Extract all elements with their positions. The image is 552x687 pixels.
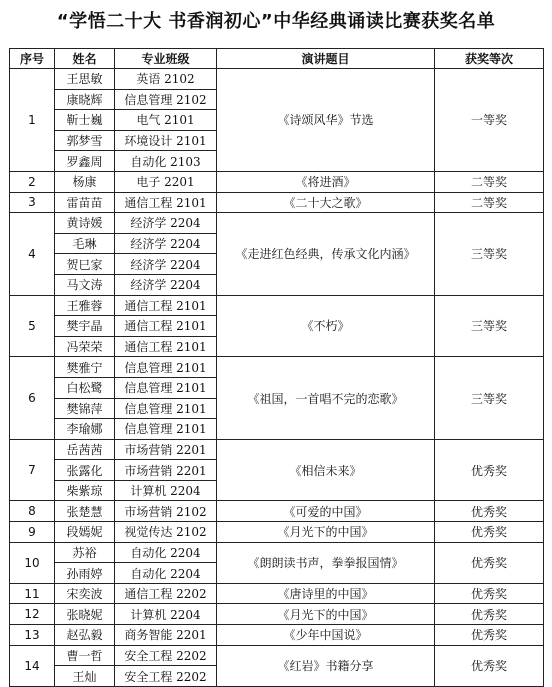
award-level-cell: 三等奖 [435, 357, 544, 439]
seq-cell: 5 [10, 295, 55, 357]
seq-cell: 3 [10, 192, 55, 213]
table-row [10, 69, 544, 90]
name-cell: 苏裕 [55, 542, 115, 563]
name-cell: 雷苗苗 [55, 192, 115, 213]
name-cell: 冯荣荣 [55, 336, 115, 357]
seq-cell: 4 [10, 213, 55, 295]
major-cell: 自动化 2204 [115, 563, 217, 584]
seq-cell: 11 [10, 583, 55, 604]
major-cell: 通信工程 2101 [115, 316, 217, 337]
name-cell: 王灿 [55, 666, 115, 687]
seq-cell: 12 [10, 604, 55, 625]
speech-title-cell: 《祖国，一首唱不完的恋歌》 [217, 357, 435, 439]
seq-cell: 2 [10, 171, 55, 192]
name-cell: 王雅蓉 [55, 295, 115, 316]
seq-cell: 6 [10, 357, 55, 439]
major-cell: 安全工程 2202 [115, 645, 217, 666]
major-cell: 经济学 2204 [115, 254, 217, 275]
table-body [10, 69, 544, 687]
award-level-cell: 优秀奖 [435, 645, 544, 686]
major-cell: 电气 2101 [115, 110, 217, 131]
major-cell: 计算机 2204 [115, 604, 217, 625]
speech-title-cell: 《少年中国说》 [217, 625, 435, 646]
major-cell: 信息管理 2101 [115, 377, 217, 398]
table-row [10, 501, 544, 522]
table-row [10, 604, 544, 625]
table-row [10, 542, 544, 563]
header-speech: 演讲题目 [217, 49, 435, 69]
name-cell: 张露化 [55, 460, 115, 481]
major-cell: 计算机 2204 [115, 480, 217, 501]
speech-title-cell: 《二十大之歌》 [217, 192, 435, 213]
major-cell: 通信工程 2101 [115, 336, 217, 357]
seq-cell: 8 [10, 501, 55, 522]
name-cell: 段嫣妮 [55, 522, 115, 543]
speech-title-cell: 《走进红色经典，传承文化内涵》 [217, 213, 435, 295]
major-cell: 环境设计 2101 [115, 130, 217, 151]
table-header [10, 49, 544, 69]
speech-title-cell: 《不朽》 [217, 295, 435, 357]
award-level-cell: 优秀奖 [435, 625, 544, 646]
table-row [10, 213, 544, 234]
seq-cell: 10 [10, 542, 55, 583]
award-level-cell: 优秀奖 [435, 583, 544, 604]
award-level-cell: 三等奖 [435, 295, 544, 357]
seq-cell: 1 [10, 69, 55, 172]
name-cell: 李瑜娜 [55, 419, 115, 440]
major-cell: 信息管理 2101 [115, 398, 217, 419]
major-cell: 通信工程 2101 [115, 295, 217, 316]
speech-title-cell: 《月光下的中国》 [217, 604, 435, 625]
header-row [10, 49, 544, 69]
major-cell: 自动化 2204 [115, 542, 217, 563]
name-cell: 郭梦雪 [55, 130, 115, 151]
award-level-cell: 优秀奖 [435, 604, 544, 625]
major-cell: 市场营销 2201 [115, 460, 217, 481]
name-cell: 孙雨婷 [55, 563, 115, 584]
header-name: 姓名 [55, 49, 115, 69]
name-cell: 白松鹭 [55, 377, 115, 398]
major-cell: 信息管理 2101 [115, 419, 217, 440]
award-level-cell: 优秀奖 [435, 501, 544, 522]
major-cell: 安全工程 2202 [115, 666, 217, 687]
name-cell: 靳士巍 [55, 110, 115, 131]
award-level-cell: 三等奖 [435, 213, 544, 295]
speech-title-cell: 《将进酒》 [217, 171, 435, 192]
speech-title-cell: 《朗朗读书声，拳拳报国情》 [217, 542, 435, 583]
table-row [10, 192, 544, 213]
speech-title-cell: 《相信未来》 [217, 439, 435, 501]
header-major: 专业班级 [115, 49, 217, 69]
header-seq: 序号 [10, 49, 55, 69]
major-cell: 经济学 2204 [115, 213, 217, 234]
major-cell: 通信工程 2202 [115, 583, 217, 604]
name-cell: 毛琳 [55, 233, 115, 254]
name-cell: 张楚慧 [55, 501, 115, 522]
name-cell: 樊雅宁 [55, 357, 115, 378]
document-title: “学悟二十大 书香润初心”中华经典诵读比赛获奖名单 [56, 11, 496, 32]
awards-table [9, 48, 544, 687]
name-cell: 张晓妮 [55, 604, 115, 625]
name-cell: 黄诗媛 [55, 213, 115, 234]
name-cell: 马文涛 [55, 274, 115, 295]
header-award: 获奖等次 [435, 49, 544, 69]
table-row [10, 583, 544, 604]
major-cell: 市场营销 2201 [115, 439, 217, 460]
seq-cell: 14 [10, 645, 55, 686]
seq-cell: 13 [10, 625, 55, 646]
speech-title-cell: 《可爱的中国》 [217, 501, 435, 522]
name-cell: 罗鑫周 [55, 151, 115, 172]
table-row [10, 295, 544, 316]
major-cell: 视觉传达 2102 [115, 522, 217, 543]
name-cell: 樊锦萍 [55, 398, 115, 419]
seq-cell: 9 [10, 522, 55, 543]
award-level-cell: 二等奖 [435, 192, 544, 213]
name-cell: 宋奕波 [55, 583, 115, 604]
major-cell: 自动化 2103 [115, 151, 217, 172]
table-row [10, 522, 544, 543]
name-cell: 赵弘毅 [55, 625, 115, 646]
major-cell: 信息管理 2102 [115, 89, 217, 110]
major-cell: 市场营销 2102 [115, 501, 217, 522]
award-level-cell: 优秀奖 [435, 522, 544, 543]
award-level-cell: 优秀奖 [435, 542, 544, 583]
speech-title-cell: 《红岩》书籍分享 [217, 645, 435, 686]
name-cell: 柴紫琼 [55, 480, 115, 501]
speech-title-cell: 《唐诗里的中国》 [217, 583, 435, 604]
name-cell: 杨康 [55, 171, 115, 192]
table-row [10, 439, 544, 460]
award-level-cell: 二等奖 [435, 171, 544, 192]
major-cell: 信息管理 2101 [115, 357, 217, 378]
table-row [10, 357, 544, 378]
speech-title-cell: 《月光下的中国》 [217, 522, 435, 543]
table-row [10, 171, 544, 192]
award-level-cell: 一等奖 [435, 69, 544, 172]
major-cell: 通信工程 2101 [115, 192, 217, 213]
major-cell: 经济学 2204 [115, 274, 217, 295]
name-cell: 王思敏 [55, 69, 115, 90]
name-cell: 康晓辉 [55, 89, 115, 110]
table-row [10, 645, 544, 666]
name-cell: 曹一哲 [55, 645, 115, 666]
name-cell: 岳茜茜 [55, 439, 115, 460]
table-row [10, 625, 544, 646]
major-cell: 电子 2201 [115, 171, 217, 192]
major-cell: 经济学 2204 [115, 233, 217, 254]
major-cell: 英语 2102 [115, 69, 217, 90]
name-cell: 贺巳家 [55, 254, 115, 275]
seq-cell: 7 [10, 439, 55, 501]
speech-title-cell: 《诗颂风华》节选 [217, 69, 435, 172]
major-cell: 商务智能 2201 [115, 625, 217, 646]
award-level-cell: 优秀奖 [435, 439, 544, 501]
name-cell: 樊宇晶 [55, 316, 115, 337]
